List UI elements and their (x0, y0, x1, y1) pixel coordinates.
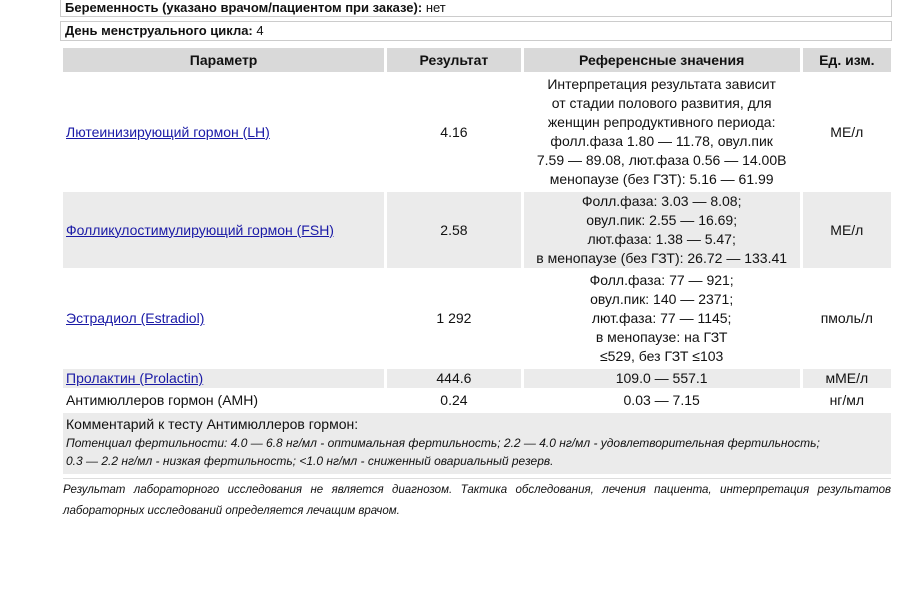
cycle-day-field (60, 21, 892, 41)
pregnancy-field (60, 0, 892, 17)
parameter-cell (63, 369, 384, 388)
cycle-value: 4 (256, 23, 264, 38)
result-value: 4.16 (440, 123, 468, 140)
results-section (60, 45, 894, 522)
parameter-link[interactable]: Лютеинизирующий гормон (LH) (66, 123, 270, 140)
reference-line: ≤529, без ГЗТ ≤103 (599, 348, 724, 364)
table-row (63, 391, 891, 410)
parameter-cell (63, 75, 384, 189)
parameter-cell (63, 391, 384, 410)
result-value: 1 292 (436, 310, 472, 326)
reference-line: менопаузе (без ГЗТ): 5.16 — 61.99 (549, 171, 774, 187)
result-value: 2.58 (387, 192, 520, 268)
reference-line: 0.03 — 7.15 (623, 392, 700, 408)
parameter-name: Антимюллеров гормон (AMH) (66, 392, 258, 408)
reference-cell (524, 192, 800, 268)
reference-line: фолл.фаза 1.80 — 11.78, овул.пик (550, 133, 773, 149)
reference-line: овул.пик: 2.55 — 16.69; (586, 212, 738, 228)
reference-line: в менопаузе (без ГЗТ): 26.72 — 133.41 (536, 250, 788, 266)
reference-line: от стадии полового развития, для (551, 95, 772, 111)
table-row (63, 369, 891, 388)
header-parameter: Параметр (63, 48, 384, 72)
disclaimer: Результат лабораторного исследования не является диагнозом. Тактика обследования, лечения пациента, интерпретация результатов лабораторных исследований определяется лечащим врачом. (63, 478, 891, 522)
comment-line: Потенциал фертильности: 4.0 — 6.8 нг/мл - оптимальная фертильность; 2.2 — 4.0 нг/мл - удовлетворительная фертильность; (66, 436, 820, 450)
reference-line: 7.59 — 89.08, лют.фаза 0.56 — 14.00В (536, 152, 787, 168)
comment-line: 0.3 — 2.2 нг/мл - низкая фертильность; <1.0 нг/мл - сниженный овариальный резерв. (66, 454, 554, 468)
reference-cell (524, 271, 800, 366)
pregnancy-value: нет (425, 0, 446, 15)
reference-line: Фолл.фаза: 77 — 921; (589, 272, 734, 288)
header-result: Результат (387, 48, 520, 72)
reference-cell (524, 369, 800, 388)
parameter-cell (63, 271, 384, 366)
reference-line: женщин репродуктивного периода: (547, 114, 776, 130)
parameter-cell (63, 192, 384, 268)
table-row (63, 75, 891, 189)
unit: мМЕ/л (803, 369, 891, 388)
reference-line: 109.0 — 557.1 (615, 370, 708, 386)
results-table (60, 45, 894, 413)
reference-line: в менопаузе: на ГЗТ (595, 329, 728, 345)
reference-cell (524, 391, 800, 410)
comment-title: Комментарий к тесту Антимюллеров гормон: (66, 416, 359, 432)
table-row (63, 271, 891, 366)
unit: нг/мл (829, 392, 865, 408)
table-row (63, 192, 891, 268)
reference-line: лют.фаза: 77 — 1145; (591, 310, 732, 326)
cycle-label: День менструального цикла: (65, 23, 253, 38)
reference-line: лют.фаза: 1.38 — 5.47; (587, 231, 736, 247)
unit: пмоль/л (820, 310, 873, 326)
parameter-link[interactable]: Эстрадиол (Estradiol) (66, 310, 205, 326)
parameter-link[interactable]: Пролактин (Prolactin) (66, 370, 204, 386)
header-unit: Ед. изм. (803, 48, 891, 72)
pregnancy-label: Беременность (указано врачом/пациентом при заказе): (65, 0, 423, 15)
unit: МЕ/л (803, 192, 891, 268)
result-value: 444.6 (387, 369, 520, 388)
result-value: 0.24 (440, 392, 468, 408)
reference-cell (524, 75, 800, 189)
reference-line: Фолл.фаза: 3.03 — 8.08; (581, 193, 742, 209)
unit: МЕ/л (830, 123, 864, 140)
amh-comment (63, 413, 891, 474)
reference-line: овул.пик: 140 — 2371; (590, 291, 734, 307)
reference-line: Интерпретация результата зависит (547, 76, 776, 92)
parameter-link[interactable]: Фолликулостимулирующий гормон (FSH) (66, 221, 334, 238)
header-reference: Референсные значения (524, 48, 800, 72)
